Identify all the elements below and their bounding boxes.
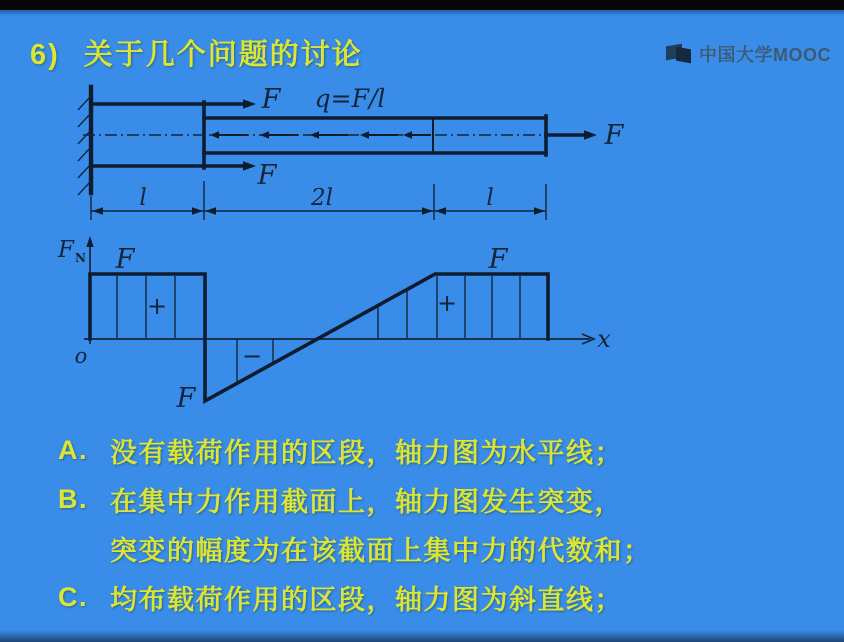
cantilever-bar-diagram [78,84,624,220]
statement-a [58,426,828,475]
title-number: 6) [30,39,60,71]
statement-a-text: 没有载荷作用的区段，轴力图为水平线； [110,438,623,468]
mechanics-figure [40,80,624,425]
statement-list [58,426,828,622]
mooc-logo-icon [666,42,694,66]
video-letterbox-bar [0,0,844,10]
statement-b-label: B. [58,484,88,514]
label-origin: o [74,344,88,368]
label-x-axis: x [597,325,611,353]
force-arrow-bottom [204,161,256,170]
fn-hatching [117,276,520,382]
label-f-top: F [261,84,281,115]
mooc-logo-text: 中国大学MOOC [699,45,831,65]
label-q: q=F/l [314,84,386,113]
title-text: 关于几个问题的讨论 [83,39,363,71]
statement-b-text: 在集中力作用截面上，轴力图发生突变， [110,487,623,517]
label-f-bottom: F [257,160,277,191]
bottom-edge-shade [0,630,844,642]
statement-b2-text: 突变的幅度为在该截面上集中力的代数和； [110,536,652,566]
plus-sign-right: + [436,289,458,317]
plus-sign-left: + [146,292,168,320]
label-fn-axis-sub: N [75,251,86,265]
label-f-right: F [604,120,624,151]
label-dim-mid: 2l [311,185,333,211]
label-f-min: F [176,383,196,414]
statement-a-label: A. [58,435,88,465]
dimension-line [91,181,546,220]
statement-b-continued [58,524,828,573]
x-axis [84,334,594,344]
statement-c [58,573,828,622]
label-fn-axis: F [58,237,74,263]
axial-force-plot [57,236,611,414]
top-edge-shade [0,10,844,16]
force-arrow-right [546,130,597,139]
statement-c-label: C. [58,582,88,612]
force-arrow-top [204,99,256,108]
label-dim-right: l [486,185,494,211]
page-title [30,32,363,73]
label-f-seg1: F [115,244,135,275]
minus-sign: − [241,342,263,370]
fixed-wall [78,87,91,195]
statement-b [58,475,828,524]
mooc-watermark [666,41,831,67]
distributed-load-arrows [210,131,431,139]
label-dim-left: l [139,185,147,211]
statement-c-text: 均布载荷作用的区段，轴力图为斜直线； [110,585,623,615]
label-f-seg3: F [488,244,508,275]
